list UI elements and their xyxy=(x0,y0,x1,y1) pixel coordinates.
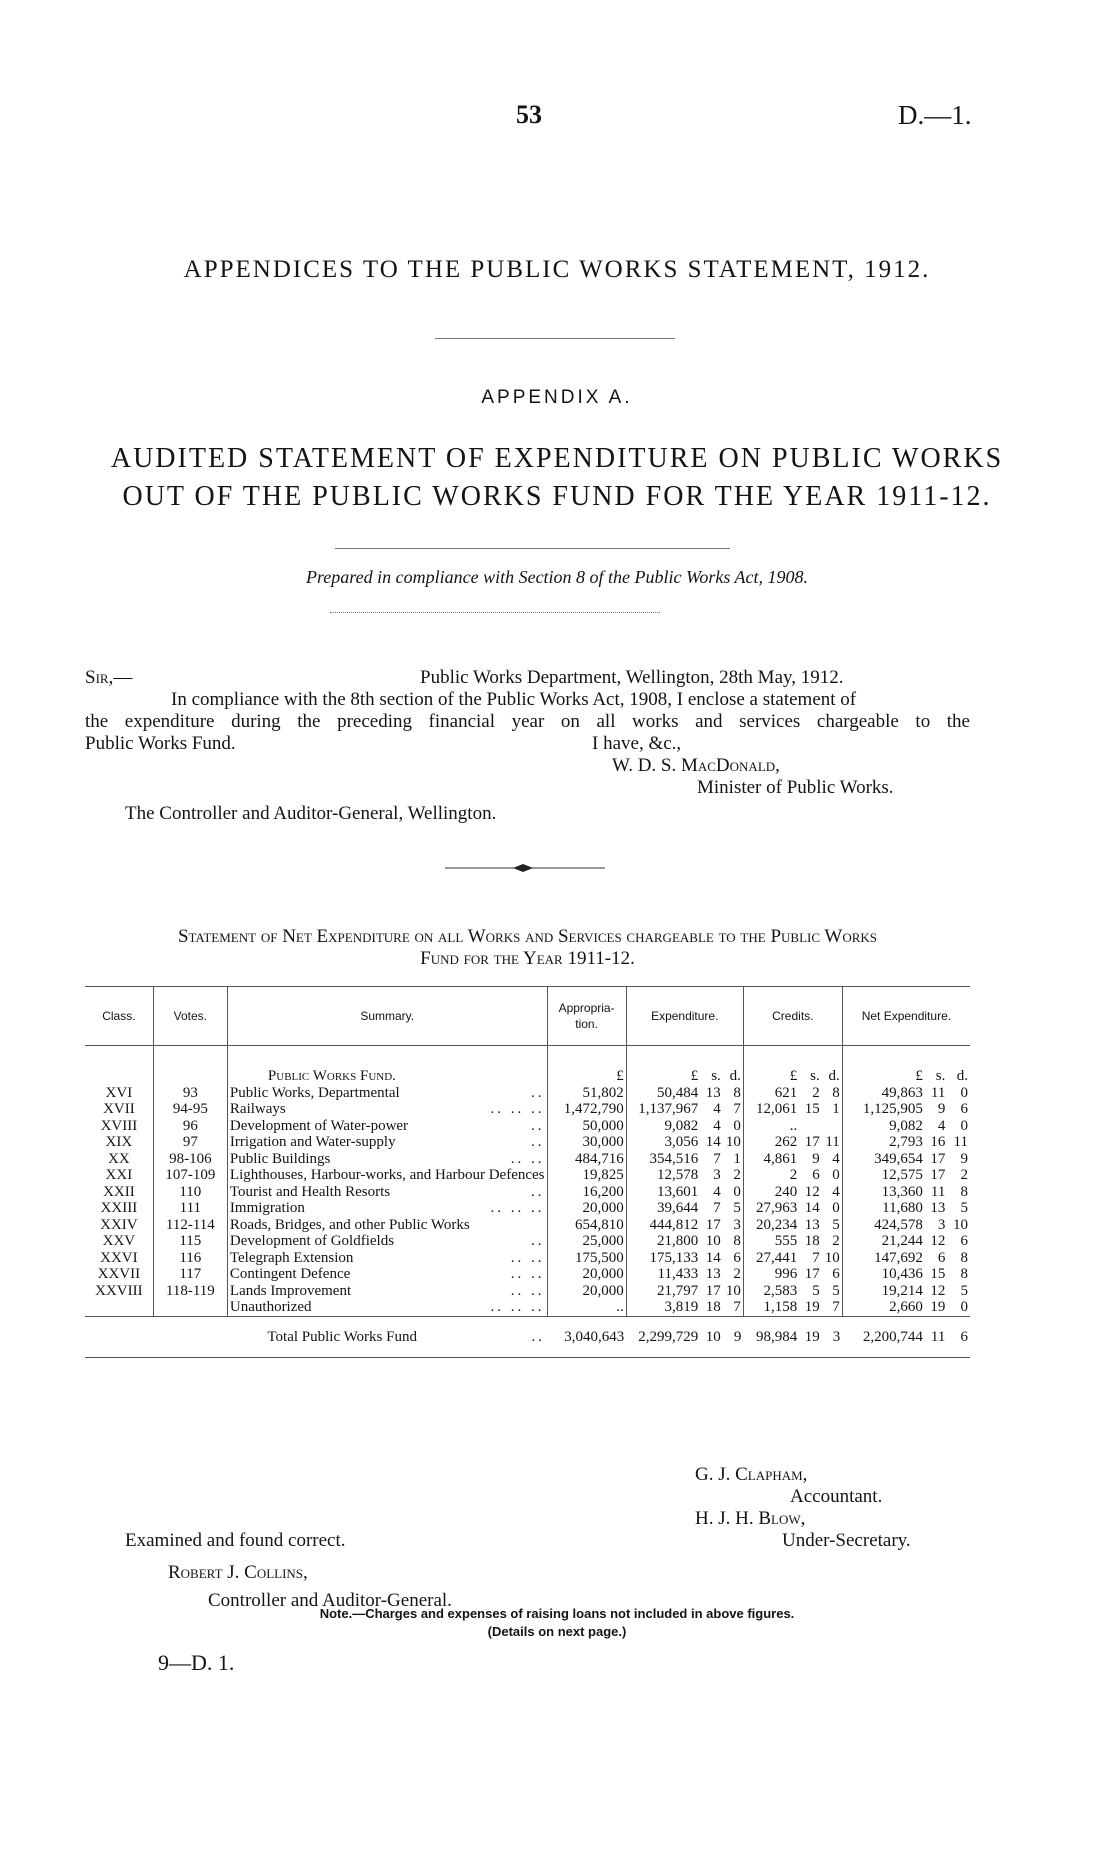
table-row xyxy=(85,1151,970,1168)
table-row xyxy=(85,1233,970,1250)
row-expenditure-pence: 7 xyxy=(723,1299,744,1316)
row-credits-shillings: 14 xyxy=(804,1200,820,1216)
row-credits-pence: 7 xyxy=(822,1299,843,1316)
row-net-shillings: 17 xyxy=(930,1167,946,1183)
row-expenditure-pounds: 13,601 xyxy=(657,1183,699,1200)
table-row xyxy=(85,1200,970,1217)
currency-unit: £ xyxy=(547,1068,626,1085)
total-credits-pounds: 98,984 xyxy=(743,1316,799,1358)
col-header-appropriation: Appropria-tion. xyxy=(547,987,626,1046)
row-class: XX xyxy=(85,1151,153,1168)
appendix-title-line2: OUT OF THE PUBLIC WORKS FUND FOR THE YEAR 1911-12. xyxy=(122,481,992,512)
row-expenditure-pounds: 12,578 xyxy=(657,1167,699,1183)
table-row xyxy=(85,1250,970,1267)
row-net-pence: 8 xyxy=(960,1183,968,1200)
row-appropriation: 484,716 xyxy=(547,1151,626,1168)
row-credits-shillings: 15 xyxy=(804,1101,820,1117)
leader-dots: .. .. .. xyxy=(490,1200,545,1216)
row-votes: 112-114 xyxy=(153,1217,227,1234)
row-credits-pence: 5 xyxy=(822,1217,843,1234)
row-votes: 93 xyxy=(153,1085,227,1102)
undersecretary-name: H. J. H. Blow, xyxy=(695,1508,806,1529)
statement-heading-line1: Statement of Net Expenditure on all Works and Services chargeable to the Public Works xyxy=(177,926,878,947)
row-expenditure-pence: 7 xyxy=(723,1101,744,1118)
row-net-shillings: 9 xyxy=(937,1101,946,1117)
row-class: XXIII xyxy=(85,1200,153,1217)
row-credits-pounds: 4,861 xyxy=(763,1150,798,1167)
row-summary-text: Lighthouses, Harbour-works, and Harbour Defences xyxy=(229,1167,545,1183)
statement-heading xyxy=(85,926,970,970)
row-summary-text: Development of Goldfields xyxy=(229,1233,395,1249)
row-appropriation: 20,000 xyxy=(547,1200,626,1217)
row-summary xyxy=(227,1184,547,1201)
page-title: APPENDICES TO THE PUBLIC WORKS STATEMENT, 1912. xyxy=(183,256,931,283)
letter-signatory: W. D. S. MacDonald, xyxy=(612,755,780,776)
row-class: XVII xyxy=(85,1101,153,1118)
row-expenditure-shillings: 14 xyxy=(705,1134,721,1150)
row-class: XXIV xyxy=(85,1217,153,1234)
appendix-label: APPENDIX A. xyxy=(481,387,633,408)
row-net-shillings: 16 xyxy=(930,1134,946,1150)
row-net-shillings: 6 xyxy=(937,1249,946,1266)
row-net-shillings: 11 xyxy=(930,1084,946,1101)
currency-unit: £ xyxy=(789,1068,798,1084)
row-expenditure-pence: 5 xyxy=(723,1200,744,1217)
footnote-line1: Note.—Charges and expenses of raising loans not included in above figures. xyxy=(319,1606,795,1621)
row-net-pounds: 13,360 xyxy=(881,1183,923,1200)
letter-body-line1: In compliance with the 8th section of the Public Works Act, 1908, I enclose a statement of xyxy=(171,689,857,710)
row-votes: 97 xyxy=(153,1134,227,1151)
currency-row xyxy=(85,1068,970,1085)
col-header-net-expenditure: Net Expenditure. xyxy=(842,987,970,1046)
row-appropriation: 50,000 xyxy=(547,1118,626,1135)
row-credits-pounds: .. xyxy=(789,1117,798,1134)
row-credits-pence: 1 xyxy=(822,1101,843,1118)
row-credits-pounds: 27,441 xyxy=(755,1249,798,1266)
total-expenditure-shillings: 10 xyxy=(700,1316,723,1358)
row-credits-pence: 4 xyxy=(822,1184,843,1201)
row-expenditure-shillings: 4 xyxy=(713,1183,721,1200)
letter-signatory-title: Minister of Public Works. xyxy=(697,777,894,798)
row-votes: 94-95 xyxy=(153,1101,227,1118)
row-summary-text: Contingent Defence xyxy=(229,1266,351,1282)
row-credits-pence: 4 xyxy=(822,1151,843,1168)
row-net-shillings: 19 xyxy=(930,1299,946,1315)
total-expenditure-pence: 9 xyxy=(723,1316,744,1358)
row-credits-pounds: 20,234 xyxy=(755,1216,798,1233)
row-expenditure-shillings: 10 xyxy=(705,1233,721,1249)
page-number: 53 xyxy=(516,100,542,129)
row-credits-pence: 6 xyxy=(822,1266,843,1283)
row-credits-shillings: 5 xyxy=(812,1282,820,1299)
row-summary-text: Irrigation and Water-supply xyxy=(229,1134,396,1150)
col-header-summary: Summary. xyxy=(227,987,547,1046)
row-expenditure-shillings: 3 xyxy=(713,1167,721,1183)
row-credits-pounds: 2,583 xyxy=(763,1282,798,1299)
row-votes: 110 xyxy=(153,1184,227,1201)
row-summary-text: Roads, Bridges, and other Public Works xyxy=(229,1216,470,1233)
row-appropriation: 175,500 xyxy=(547,1250,626,1267)
row-expenditure-shillings: 4 xyxy=(713,1101,721,1117)
leader-dots: .. xyxy=(531,1134,545,1150)
letter-address: Public Works Department, Wellington, 28th May, 1912. xyxy=(420,667,844,688)
row-expenditure-pounds: 21,800 xyxy=(657,1233,699,1249)
row-votes: 116 xyxy=(153,1250,227,1267)
total-net-shillings: 11 xyxy=(925,1316,948,1358)
divider xyxy=(435,338,675,339)
row-votes: 107-109 xyxy=(153,1167,227,1184)
total-credits-shillings: 19 xyxy=(799,1316,822,1358)
appendix-title-line1: AUDITED STATEMENT OF EXPENDITURE ON PUBLIC WORKS xyxy=(110,443,1004,474)
row-summary xyxy=(227,1134,547,1151)
row-expenditure-pence: 0 xyxy=(723,1184,744,1201)
row-net-pence: 10 xyxy=(953,1216,968,1233)
leader-dots: .. .. xyxy=(510,1282,545,1299)
row-expenditure-pounds: 9,082 xyxy=(664,1117,699,1134)
row-credits-pounds: 240 xyxy=(774,1183,798,1200)
row-class: XXII xyxy=(85,1184,153,1201)
table-row xyxy=(85,1101,970,1118)
row-net-pence: 6 xyxy=(960,1233,968,1249)
row-expenditure-pence: 8 xyxy=(723,1233,744,1250)
row-net-pounds: 2,793 xyxy=(889,1134,923,1150)
row-appropriation: 16,200 xyxy=(547,1184,626,1201)
letter-salutation: Sir,— xyxy=(85,667,133,688)
row-expenditure-shillings: 17 xyxy=(705,1216,721,1233)
row-net-pence: 2 xyxy=(960,1167,968,1183)
row-net-pence: 0 xyxy=(960,1299,968,1315)
row-class: XVI xyxy=(85,1085,153,1102)
row-votes xyxy=(153,1299,227,1316)
row-class xyxy=(85,1299,153,1316)
row-summary xyxy=(227,1200,547,1217)
row-class: XIX xyxy=(85,1134,153,1151)
table-row xyxy=(85,1134,970,1151)
row-net-pounds: 2,660 xyxy=(889,1299,923,1315)
row-summary xyxy=(227,1250,547,1267)
row-summary-text: Telegraph Extension xyxy=(229,1249,354,1266)
currency-unit: d. xyxy=(723,1068,744,1085)
divider xyxy=(330,612,660,613)
row-summary-text: Lands Improvement xyxy=(229,1282,352,1299)
row-votes: 98-106 xyxy=(153,1151,227,1168)
section-title: Public Works Fund. xyxy=(227,1068,547,1085)
row-credits-pounds: 2 xyxy=(789,1167,798,1183)
row-credits-shillings: 7 xyxy=(812,1249,820,1266)
row-expenditure-pence: 10 xyxy=(723,1134,744,1151)
row-net-pounds: 9,082 xyxy=(889,1117,923,1134)
row-summary-text: Public Works, Departmental xyxy=(229,1084,400,1101)
row-class: XXVI xyxy=(85,1250,153,1267)
row-credits-pounds: 12,061 xyxy=(755,1101,798,1117)
row-summary xyxy=(227,1217,547,1234)
page-reference: D.—1. xyxy=(898,100,972,130)
row-credits-pence: 11 xyxy=(822,1134,843,1151)
row-summary xyxy=(227,1233,547,1250)
row-credits-pence xyxy=(822,1118,843,1135)
row-expenditure-shillings: 17 xyxy=(705,1282,721,1299)
row-class: XXV xyxy=(85,1233,153,1250)
leader-dots: .. .. .. xyxy=(490,1299,545,1315)
row-credits-pounds: 262 xyxy=(774,1134,798,1150)
row-credits-shillings: 19 xyxy=(804,1299,820,1315)
row-expenditure-pounds: 21,797 xyxy=(657,1282,699,1299)
row-votes: 117 xyxy=(153,1266,227,1283)
row-expenditure-pounds: 1,137,967 xyxy=(638,1101,699,1117)
currency-unit: d. xyxy=(822,1068,843,1085)
row-credits-shillings: 13 xyxy=(804,1216,820,1233)
table-header-row xyxy=(85,987,970,1046)
row-net-pence: 5 xyxy=(960,1200,968,1216)
leader-dots: .. .. xyxy=(510,1249,545,1266)
row-summary-text: Tourist and Health Resorts xyxy=(229,1183,391,1200)
row-credits-shillings: 18 xyxy=(804,1233,820,1249)
accountant-name: G. J. Clapham, xyxy=(695,1464,808,1485)
divider xyxy=(335,548,730,549)
row-appropriation: 25,000 xyxy=(547,1233,626,1250)
row-expenditure-pounds: 3,819 xyxy=(664,1299,699,1315)
row-expenditure-shillings: 4 xyxy=(713,1117,721,1134)
leader-dots: .. xyxy=(531,1233,545,1249)
statement-heading-line2: Fund for the Year 1911-12. xyxy=(420,948,635,969)
row-class: XXVIII xyxy=(85,1283,153,1300)
row-net-shillings: 12 xyxy=(930,1233,946,1249)
row-credits-pence: 8 xyxy=(822,1085,843,1102)
total-label xyxy=(227,1316,547,1358)
leader-dots: .. xyxy=(531,1183,545,1200)
row-expenditure-shillings: 7 xyxy=(713,1200,721,1216)
row-expenditure-pounds: 39,644 xyxy=(657,1200,699,1216)
row-appropriation: 19,825 xyxy=(547,1167,626,1184)
prepared-note: Prepared in compliance with Section 8 of the Public Works Act, 1908. xyxy=(305,567,809,587)
footnote-line2: (Details on next page.) xyxy=(487,1624,627,1639)
row-expenditure-pounds: 50,484 xyxy=(657,1084,699,1101)
row-summary xyxy=(227,1101,547,1118)
row-expenditure-pence: 10 xyxy=(723,1283,744,1300)
row-expenditure-pence: 2 xyxy=(723,1266,744,1283)
currency-unit: £ xyxy=(690,1068,699,1084)
table-row xyxy=(85,1167,970,1184)
row-votes: 96 xyxy=(153,1118,227,1135)
row-summary-text: Development of Water-power xyxy=(229,1117,409,1134)
row-credits-pence: 10 xyxy=(822,1250,843,1267)
row-expenditure-pence: 3 xyxy=(723,1217,744,1234)
expenditure-table xyxy=(85,986,970,1358)
row-net-pounds: 19,214 xyxy=(881,1282,923,1299)
examined-note: Examined and found correct. xyxy=(125,1530,346,1551)
table-row xyxy=(85,1299,970,1316)
row-net-pence: 0 xyxy=(960,1117,968,1134)
leader-dots: .. .. xyxy=(510,1266,545,1282)
letter-closing: I have, &c., xyxy=(592,733,682,754)
row-expenditure-pence: 6 xyxy=(723,1250,744,1267)
currency-unit: s. xyxy=(810,1068,820,1084)
row-summary xyxy=(227,1167,547,1184)
row-appropriation: 1,472,790 xyxy=(547,1101,626,1118)
row-expenditure-pence: 2 xyxy=(723,1167,744,1184)
row-appropriation: 20,000 xyxy=(547,1283,626,1300)
row-expenditure-shillings: 18 xyxy=(705,1299,721,1315)
leader-dots: .. xyxy=(531,1084,545,1101)
footnote xyxy=(0,1605,1114,1641)
col-header-class: Class. xyxy=(85,987,153,1046)
total-credits-pence: 3 xyxy=(822,1316,843,1358)
row-credits-pounds: 996 xyxy=(774,1266,798,1282)
total-row xyxy=(85,1316,970,1358)
row-summary xyxy=(227,1118,547,1135)
row-expenditure-pence: 1 xyxy=(723,1151,744,1168)
row-summary-text: Unauthorized xyxy=(229,1299,312,1315)
total-net-pence: 6 xyxy=(947,1316,970,1358)
total-appropriation: 3,040,643 xyxy=(547,1316,626,1358)
row-net-pounds: 1,125,905 xyxy=(862,1101,923,1117)
row-expenditure-pounds: 444,812 xyxy=(649,1216,699,1233)
row-net-pounds: 21,244 xyxy=(881,1233,923,1249)
row-net-pence: 9 xyxy=(960,1150,968,1167)
ornament-divider xyxy=(445,862,605,874)
row-votes: 115 xyxy=(153,1233,227,1250)
row-expenditure-pence: 0 xyxy=(723,1118,744,1135)
row-expenditure-pounds: 354,516 xyxy=(649,1150,699,1167)
row-credits-shillings: 17 xyxy=(804,1266,820,1282)
col-header-votes: Votes. xyxy=(153,987,227,1046)
row-expenditure-pounds: 11,433 xyxy=(657,1266,699,1282)
leader-dots: .. .. xyxy=(510,1150,545,1167)
spacer-row xyxy=(85,1046,970,1069)
row-summary xyxy=(227,1266,547,1283)
row-net-shillings: 13 xyxy=(930,1200,946,1216)
letter-body-line3: Public Works Fund. xyxy=(85,733,236,754)
row-net-pounds: 10,436 xyxy=(881,1266,923,1282)
row-expenditure-shillings: 13 xyxy=(705,1266,721,1282)
currency-unit: d. xyxy=(956,1068,968,1084)
row-credits-pounds: 621 xyxy=(774,1084,798,1101)
row-credits-pence: 0 xyxy=(822,1167,843,1184)
row-net-pence: 8 xyxy=(960,1249,968,1266)
row-net-shillings: 15 xyxy=(930,1266,946,1282)
row-summary-text: Railways xyxy=(229,1101,286,1117)
row-expenditure-shillings: 13 xyxy=(705,1084,721,1101)
total-expenditure-pounds: 2,299,729 xyxy=(626,1316,700,1358)
row-expenditure-pounds: 3,056 xyxy=(664,1134,699,1150)
row-credits-shillings: 6 xyxy=(812,1167,820,1183)
total-net-pounds: 2,200,744 xyxy=(842,1316,925,1358)
row-net-pounds: 349,654 xyxy=(874,1150,923,1167)
row-net-pounds: 49,863 xyxy=(881,1084,923,1101)
row-credits-shillings: 2 xyxy=(812,1084,820,1101)
row-class: XXI xyxy=(85,1167,153,1184)
row-votes: 118-119 xyxy=(153,1283,227,1300)
row-net-pence: 0 xyxy=(960,1084,968,1101)
row-credits-pounds: 27,963 xyxy=(755,1200,798,1216)
row-credits-pounds: 1,158 xyxy=(763,1299,798,1315)
accountant-title: Accountant. xyxy=(790,1486,883,1507)
row-appropriation: 51,802 xyxy=(547,1085,626,1102)
row-credits-pounds: 555 xyxy=(774,1233,798,1249)
printer-signature-mark: 9—D. 1. xyxy=(158,1650,235,1675)
row-net-pence: 11 xyxy=(953,1134,968,1150)
leader-dots: .. xyxy=(531,1328,546,1345)
table-row xyxy=(85,1085,970,1102)
row-net-pence: 6 xyxy=(960,1101,968,1117)
auditor-title: Controller and Auditor-General. xyxy=(208,1590,452,1611)
letter-body-line2: the expenditure during the preceding financial year on all works and services chargeable to the xyxy=(85,711,970,732)
currency-unit: £ xyxy=(915,1068,923,1084)
row-summary xyxy=(227,1299,547,1316)
row-credits-shillings xyxy=(799,1118,822,1135)
row-summary xyxy=(227,1151,547,1168)
col-header-credits: Credits. xyxy=(743,987,842,1046)
currency-unit: s. xyxy=(935,1068,946,1084)
row-net-pence: 8 xyxy=(960,1266,968,1282)
row-class: XVIII xyxy=(85,1118,153,1135)
appendix-title xyxy=(0,440,1114,516)
row-net-shillings: 3 xyxy=(937,1216,946,1233)
row-expenditure-pence: 8 xyxy=(723,1085,744,1102)
row-summary xyxy=(227,1085,547,1102)
auditor-name: Robert J. Collins, xyxy=(168,1562,308,1583)
leader-dots: .. xyxy=(531,1117,545,1134)
row-votes: 111 xyxy=(153,1200,227,1217)
table-row xyxy=(85,1266,970,1283)
letter-addressee: The Controller and Auditor-General, Wellington. xyxy=(125,803,497,824)
total-label-text: Total Public Works Fund xyxy=(267,1328,417,1345)
row-appropriation: 20,000 xyxy=(547,1266,626,1283)
leader-dots: .. .. .. xyxy=(490,1101,545,1117)
row-net-pounds: 11,680 xyxy=(882,1200,923,1216)
row-credits-shillings: 12 xyxy=(804,1183,820,1200)
row-net-shillings: 12 xyxy=(930,1282,946,1299)
row-summary-text: Public Buildings xyxy=(229,1150,331,1167)
row-credits-pence: 0 xyxy=(822,1200,843,1217)
row-net-pounds: 12,575 xyxy=(881,1167,923,1183)
row-credits-pence: 5 xyxy=(822,1283,843,1300)
row-net-pence: 5 xyxy=(960,1282,968,1299)
row-expenditure-pounds: 175,133 xyxy=(649,1249,699,1266)
row-net-shillings: 17 xyxy=(930,1150,946,1167)
table-row xyxy=(85,1118,970,1135)
row-net-shillings: 11 xyxy=(930,1183,946,1200)
currency-unit: s. xyxy=(711,1068,721,1084)
row-net-pounds: 147,692 xyxy=(874,1249,923,1266)
undersecretary-title: Under-Secretary. xyxy=(782,1530,911,1551)
row-summary xyxy=(227,1283,547,1300)
row-appropriation: 654,810 xyxy=(547,1217,626,1234)
table-row xyxy=(85,1283,970,1300)
table-row xyxy=(85,1184,970,1201)
col-header-expenditure: Expenditure. xyxy=(626,987,743,1046)
table-row xyxy=(85,1217,970,1234)
row-credits-shillings: 9 xyxy=(812,1150,820,1167)
row-summary-text: Immigration xyxy=(229,1200,305,1216)
row-class: XXVII xyxy=(85,1266,153,1283)
row-credits-pence: 2 xyxy=(822,1233,843,1250)
row-expenditure-shillings: 14 xyxy=(705,1249,721,1266)
row-net-pounds: 424,578 xyxy=(874,1216,923,1233)
row-net-shillings: 4 xyxy=(937,1117,946,1134)
row-appropriation: 30,000 xyxy=(547,1134,626,1151)
row-expenditure-shillings: 7 xyxy=(713,1150,721,1167)
row-credits-shillings: 17 xyxy=(804,1134,820,1150)
row-appropriation: .. xyxy=(547,1299,626,1316)
